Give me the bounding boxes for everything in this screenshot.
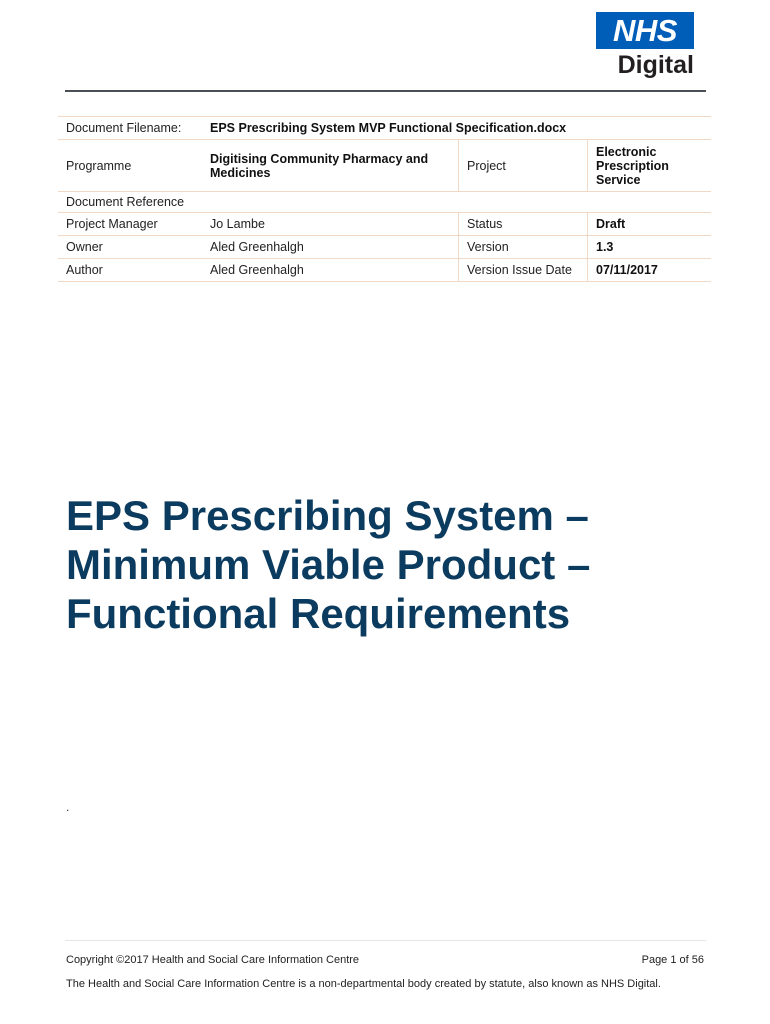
author-label: Author xyxy=(58,259,202,282)
footer-divider xyxy=(65,940,706,941)
metadata-row-pm xyxy=(58,213,711,236)
metadata-row-programme xyxy=(58,140,711,192)
title-line-1: EPS Prescribing System – xyxy=(66,492,589,539)
logo-digital-text: Digital xyxy=(617,51,694,79)
pm-value: Jo Lambe xyxy=(202,213,459,236)
filename-value: EPS Prescribing System MVP Functional Specification.docx xyxy=(202,117,711,140)
version-label: Version xyxy=(459,236,588,259)
issue-date-label: Version Issue Date xyxy=(459,259,588,282)
pm-label: Project Manager xyxy=(58,213,202,236)
title-line-3: Functional Requirements xyxy=(66,590,571,637)
owner-value: Aled Greenhalgh xyxy=(202,236,459,259)
footer-note: The Health and Social Care Information Centre is a non-departmental body created by statute, also known as NHS Digital. xyxy=(66,978,661,990)
programme-label: Programme xyxy=(58,140,202,192)
metadata-row-author xyxy=(58,259,711,282)
version-value: 1.3 xyxy=(588,236,712,259)
status-label: Status xyxy=(459,213,588,236)
metadata-row-docref xyxy=(58,192,711,213)
header-divider xyxy=(65,90,706,92)
owner-label: Owner xyxy=(58,236,202,259)
logo-nhs-box: NHS xyxy=(596,12,694,49)
document-title xyxy=(66,491,706,638)
author-value: Aled Greenhalgh xyxy=(202,259,459,282)
filename-label: Document Filename: xyxy=(58,117,202,140)
body-dot: . xyxy=(66,800,70,814)
document-metadata-table xyxy=(58,116,711,282)
docref-label: Document Reference xyxy=(58,192,711,213)
metadata-row-filename xyxy=(58,117,711,140)
nhs-digital-logo xyxy=(596,12,696,80)
footer-page-number: Page 1 of 56 xyxy=(641,954,704,966)
title-line-2: Minimum Viable Product – xyxy=(66,541,591,588)
project-label: Project xyxy=(459,140,588,192)
issue-date-value: 07/11/2017 xyxy=(588,259,712,282)
footer-copyright: Copyright ©2017 Health and Social Care Information Centre xyxy=(66,954,360,966)
programme-value: Digitising Community Pharmacy and Medicines xyxy=(202,140,459,192)
metadata-row-owner xyxy=(58,236,711,259)
status-value: Draft xyxy=(588,213,712,236)
project-value: Electronic Prescription Service xyxy=(588,140,712,192)
